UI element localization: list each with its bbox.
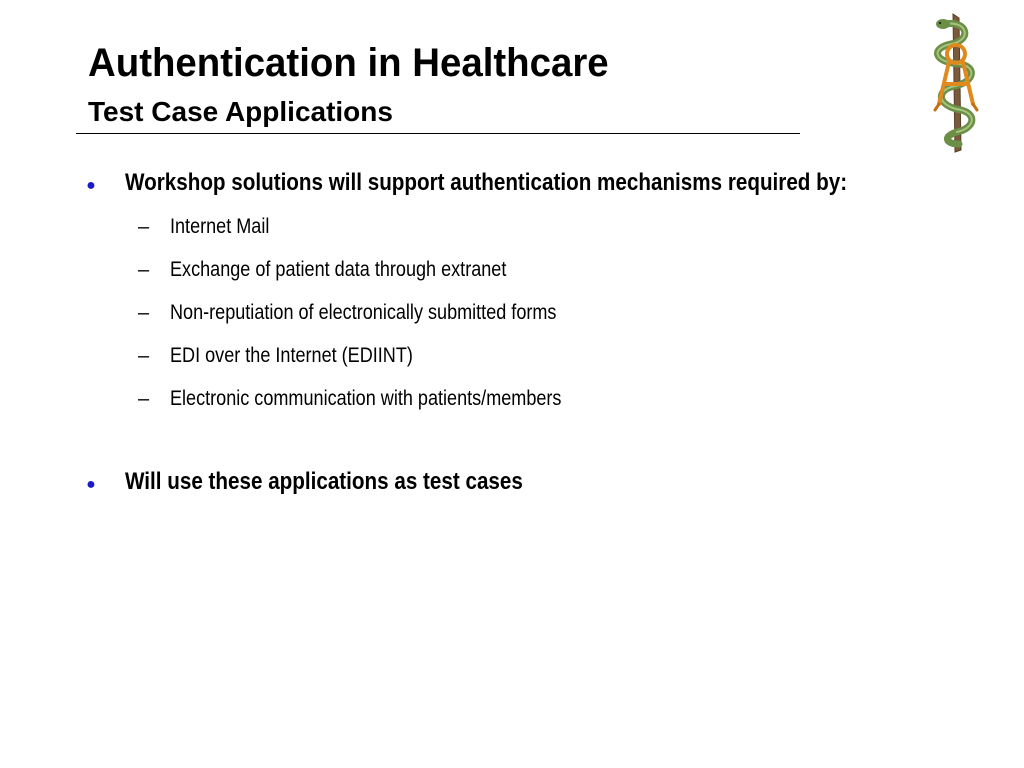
sub-bullet-text: Non-reputiation of electronically submitted forms	[170, 301, 557, 324]
title-divider	[76, 133, 800, 134]
sub-bullet-dash: –	[138, 388, 150, 410]
slide-title: Authentication in Healthcare	[88, 41, 609, 85]
sub-bullet-dash: –	[138, 216, 150, 238]
sub-bullet-dash: –	[138, 259, 150, 281]
sub-bullet-text: Internet Mail	[170, 215, 270, 238]
bullet-text: Will use these applications as test cases	[125, 468, 523, 495]
sub-bullet-text: Exchange of patient data through extranet	[170, 258, 507, 281]
bullet-marker: ●	[86, 476, 96, 493]
snake-eye	[939, 22, 941, 24]
caduceus-icon	[915, 10, 985, 154]
slide-subtitle: Test Case Applications	[88, 96, 393, 127]
sub-bullet-text: EDI over the Internet (EDIINT)	[170, 344, 413, 367]
bullet-text: Workshop solutions will support authentication mechanisms required by:	[125, 169, 848, 196]
snake-head	[936, 19, 950, 29]
sub-bullet-text: Electronic communication with patients/members	[170, 387, 562, 410]
sub-bullet-dash: –	[138, 302, 150, 324]
sub-bullet-dash: –	[138, 345, 150, 367]
bullet-marker: ●	[86, 177, 96, 194]
